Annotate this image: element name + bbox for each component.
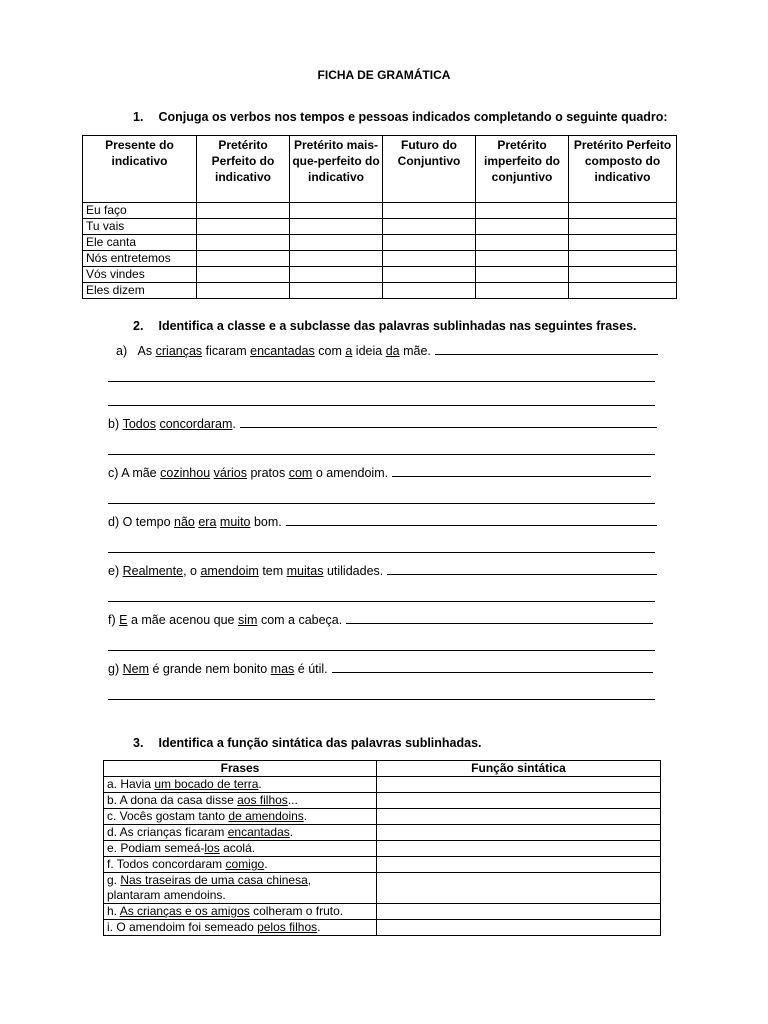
question-text: Identifica a função sintática das palavras sublinhadas. [158, 736, 482, 750]
table-row [104, 857, 661, 873]
answer-cell[interactable] [569, 251, 677, 267]
table-row [104, 793, 661, 809]
underlined-word: Todos [122, 417, 156, 431]
answer-cell[interactable] [377, 793, 661, 809]
page-title: FICHA DE GRAMÁTICA [317, 68, 451, 82]
sentence-cell: a. Havia um bocado de terra. [104, 777, 377, 793]
column-header: Pretérito Perfeito do indicativo [197, 136, 290, 203]
table-row [83, 267, 677, 283]
answer-cell[interactable] [290, 283, 383, 299]
underlined-word: Nem [122, 662, 150, 676]
sentence-g: g) Nem é grande nem bonito mas é útil. [108, 662, 653, 676]
table-row [104, 841, 661, 857]
sentence-cell: f. Todos concordaram comigo. [104, 857, 377, 873]
sentence-cell: c. Vocês gostam tanto de amendoins. [104, 809, 377, 825]
column-header: Futuro do Conjuntivo [383, 136, 476, 203]
column-header: Pretérito imperfeito do conjuntivo [476, 136, 569, 203]
table-row [83, 283, 677, 299]
answer-cell[interactable] [476, 267, 569, 283]
answer-line[interactable] [387, 574, 657, 575]
answer-cell[interactable] [290, 267, 383, 283]
answer-cell[interactable] [290, 251, 383, 267]
answer-cell[interactable] [476, 251, 569, 267]
answer-cell[interactable] [290, 235, 383, 251]
answer-line[interactable] [332, 672, 653, 673]
sentence-cell: b. A dona da casa disse aos filhos... [104, 793, 377, 809]
underlined-word: vários [213, 466, 247, 480]
answer-cell[interactable] [383, 235, 476, 251]
answer-line[interactable] [108, 503, 655, 504]
answer-line[interactable] [108, 381, 655, 382]
answer-cell[interactable] [290, 203, 383, 219]
answer-cell[interactable] [476, 283, 569, 299]
underlined-word: muito [219, 515, 251, 529]
sentence-cell: d. As crianças ficaram encantadas. [104, 825, 377, 841]
column-header: Presente do indicativo [83, 136, 197, 203]
answer-cell[interactable] [476, 203, 569, 219]
answer-cell[interactable] [377, 857, 661, 873]
sentence-a: a) As crianças ficaram encantadas com a ideia da mãe. [116, 344, 658, 358]
answer-cell[interactable] [569, 203, 677, 219]
table-row [104, 809, 661, 825]
sentence-cell: h. As crianças e os amigos colheram o fruto. [104, 904, 377, 920]
table-row [104, 904, 661, 920]
answer-cell[interactable] [197, 283, 290, 299]
sentence-c: c) A mãe cozinhou vários pratos com o amendoim. [108, 466, 651, 480]
question-number: 3. [133, 736, 144, 750]
question-number: 1. [133, 110, 144, 124]
answer-cell[interactable] [197, 267, 290, 283]
column-header: Função sintática [377, 761, 661, 777]
answer-cell[interactable] [383, 267, 476, 283]
verb-cell: Ele canta [83, 235, 197, 251]
sentence-d: d) O tempo não era muito bom. [108, 515, 657, 529]
answer-line[interactable] [108, 405, 655, 406]
answer-cell[interactable] [197, 219, 290, 235]
answer-line[interactable] [108, 699, 655, 700]
answer-cell[interactable] [569, 219, 677, 235]
column-header: Pretérito mais-que-perfeito do indicativo [290, 136, 383, 203]
answer-cell[interactable] [197, 235, 290, 251]
question-1-heading [133, 110, 668, 124]
answer-cell[interactable] [197, 251, 290, 267]
underlined-word: não [174, 515, 195, 529]
table-row [83, 251, 677, 267]
sentence-cell: g. Nas traseiras de uma casa chinesa, plantaram amendoins. [104, 873, 377, 904]
answer-line[interactable] [435, 354, 658, 355]
table-row [83, 235, 677, 251]
underlined-word: amendoim [200, 564, 259, 578]
answer-line[interactable] [108, 601, 655, 602]
underlined-word: muitas [286, 564, 324, 578]
answer-cell[interactable] [197, 203, 290, 219]
answer-cell[interactable] [383, 251, 476, 267]
answer-cell[interactable] [377, 920, 661, 936]
answer-cell[interactable] [476, 235, 569, 251]
verb-cell: Eles dizem [83, 283, 197, 299]
answer-cell[interactable] [383, 283, 476, 299]
answer-line[interactable] [346, 623, 653, 624]
answer-cell[interactable] [569, 235, 677, 251]
table-row [104, 920, 661, 936]
sentence-cell: e. Podiam semeá-los acolá. [104, 841, 377, 857]
answer-cell[interactable] [383, 219, 476, 235]
syntax-function-table [103, 760, 661, 936]
underlined-word: com [288, 466, 313, 480]
underlined-word: crianças [155, 344, 203, 358]
table-row [83, 203, 677, 219]
verb-cell: Nós entretemos [83, 251, 197, 267]
answer-cell[interactable] [377, 809, 661, 825]
answer-cell[interactable] [569, 283, 677, 299]
question-3-heading [133, 736, 482, 750]
answer-cell[interactable] [290, 219, 383, 235]
answer-cell[interactable] [569, 267, 677, 283]
sentence-cell: i. O amendoim foi semeado pelos filhos. [104, 920, 377, 936]
column-header: Frases [104, 761, 377, 777]
underlined-word: era [198, 515, 217, 529]
underlined-word: sim [238, 613, 258, 627]
sentence-b: b) Todos concordaram . [108, 417, 657, 431]
question-text: Identifica a classe e a subclasse das palavras sublinhadas nas seguintes frases. [158, 319, 637, 333]
answer-cell[interactable] [476, 219, 569, 235]
conjugation-table [82, 135, 677, 299]
answer-line[interactable] [392, 476, 651, 477]
answer-line[interactable] [108, 454, 655, 455]
table-header-row [83, 136, 677, 203]
underlined-word: concordaram [159, 417, 233, 431]
answer-cell[interactable] [383, 203, 476, 219]
verb-cell: Vós vindes [83, 267, 197, 283]
table-row [104, 777, 661, 793]
answer-cell[interactable] [377, 841, 661, 857]
answer-cell[interactable] [377, 904, 661, 920]
underlined-word: cozinhou [160, 466, 211, 480]
underlined-word: Realmente [122, 564, 184, 578]
table-row [83, 219, 677, 235]
answer-cell[interactable] [377, 777, 661, 793]
answer-line[interactable] [286, 525, 657, 526]
underlined-word: mas [270, 662, 295, 676]
answer-line[interactable] [240, 427, 657, 428]
underlined-word: da [385, 344, 400, 358]
answer-line[interactable] [108, 552, 655, 553]
sentence-f: f) E a mãe acenou que sim com a cabeça. [108, 613, 653, 627]
table-header-row [104, 761, 661, 777]
question-2-heading [133, 319, 637, 333]
answer-cell[interactable] [377, 873, 661, 904]
verb-cell: Tu vais [83, 219, 197, 235]
answer-line[interactable] [108, 650, 655, 651]
question-number: 2. [133, 319, 144, 333]
question-text: Conjuga os verbos nos tempos e pessoas indicados completando o seguinte quadro: [158, 110, 668, 124]
verb-cell: Eu faço [83, 203, 197, 219]
column-header: Pretérito Perfeito composto do indicativo [569, 136, 677, 203]
underlined-word: E [119, 613, 128, 627]
table-row [104, 873, 661, 904]
sentence-e: e) Realmente , o amendoim tem muitas utilidades. [108, 564, 657, 578]
answer-cell[interactable] [377, 825, 661, 841]
underlined-word: a [345, 344, 353, 358]
underlined-word: encantadas [250, 344, 315, 358]
table-row [104, 825, 661, 841]
